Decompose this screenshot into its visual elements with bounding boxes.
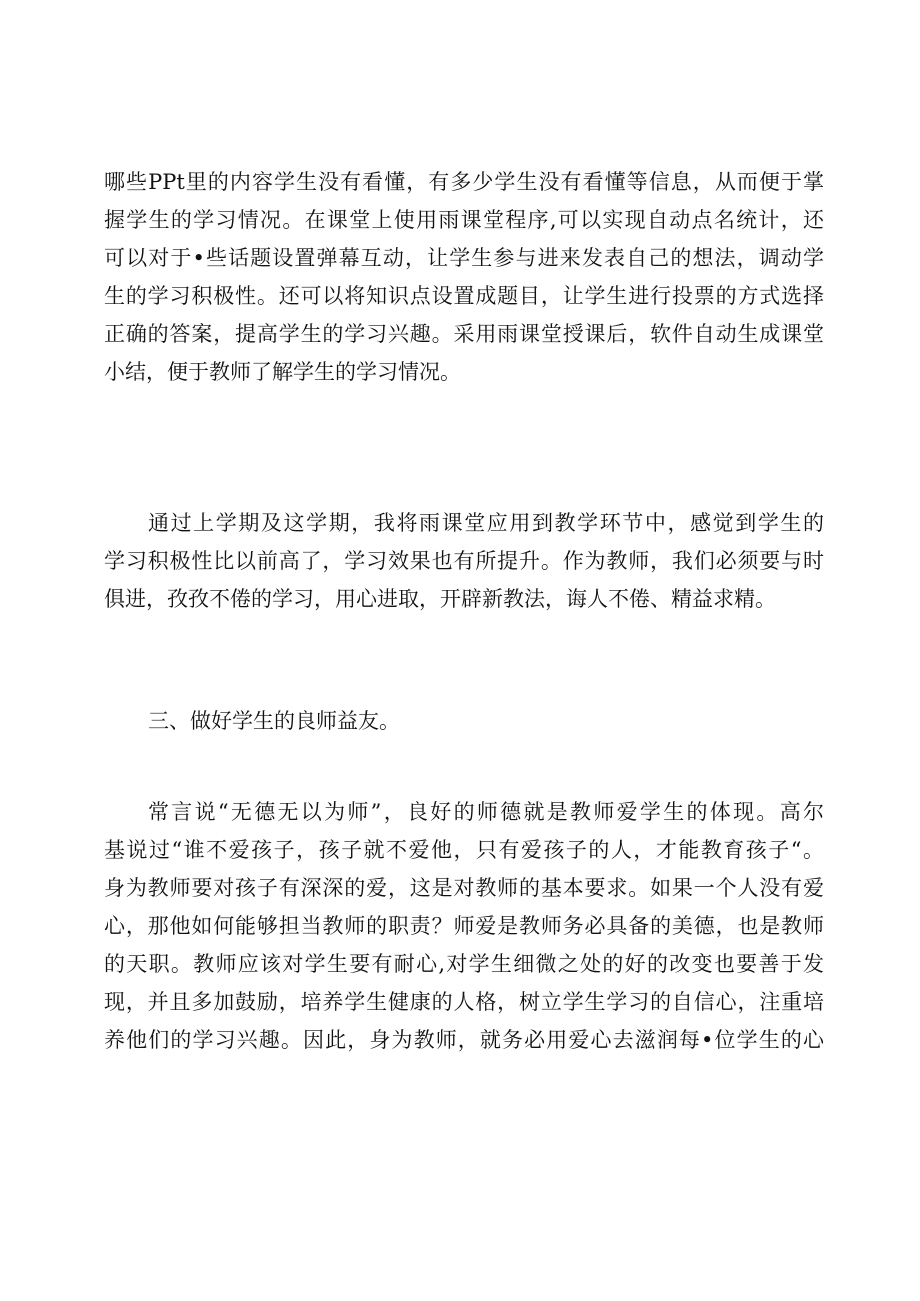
text-line: 通过上学期及这学期，我将雨课堂应用到教学环节中，感觉到学生的 bbox=[148, 511, 824, 535]
text-line: 常言说“无德无以为师”，良好的师德就是教师爱学生的体现。高尔 bbox=[148, 800, 824, 824]
text-line: 身为教师要对孩子有深深的爱，这是对教师的基本要求。如果一个人没有爱 bbox=[104, 876, 824, 900]
text-line: 握学生的学习情况。在课堂上使用雨课堂程序,可以实现自动点名统计，还 bbox=[104, 208, 824, 232]
text-line: 小结，便于教师了解学生的学习情况。 bbox=[104, 360, 461, 384]
text-line: 可以对于•些话题设置弹幕互动，让学生参与进来发表自己的想法，调动学 bbox=[104, 246, 824, 270]
text-line: 基说过“谁不爱孩子，孩子就不爱他，只有爱孩子的人，才能教育孩子“。 bbox=[104, 838, 824, 862]
paragraph-teaching-reflection bbox=[104, 504, 824, 618]
text-line: 学习积极性比以前高了，学习效果也有所提升。作为教师，我们必须要与时 bbox=[104, 549, 824, 573]
paragraph-yuketang-features bbox=[104, 163, 824, 391]
text-line: 现，并且多加鼓励，培养学生健康的人格，树立学生学习的自信心，注重培 bbox=[104, 990, 824, 1014]
text-line: 生的学习积极性。还可以将知识点设置成题目，让学生进行投票的方式选择 bbox=[104, 284, 824, 308]
text-line: 的天职。教师应该对学生要有耐心,对学生细微之处的好的改变也要善于发 bbox=[104, 952, 824, 976]
text-line: 养他们的学习兴趣。因此，身为教师，就务必用爱心去滋润每•位学生的心 bbox=[104, 1028, 824, 1052]
text-line: 心，那他如何能够担当教师的职责？师爱是教师务必具备的美德，也是教师 bbox=[104, 914, 824, 938]
text-line: 俱进，孜孜不倦的学习，用心进取，开辟新教法，诲人不倦、精益求精。 bbox=[104, 587, 776, 611]
section-heading bbox=[104, 702, 824, 740]
heading-text: 三、做好学生的良师益友。 bbox=[148, 709, 400, 733]
text-line: 哪些PPt里的内容学生没有看懂，有多少学生没有看懂等信息，从而便于掌 bbox=[104, 170, 824, 194]
text-line: 正确的答案，提高学生的学习兴趣。采用雨课堂授课后，软件自动生成课堂 bbox=[104, 322, 824, 346]
paragraph-teacher-ethics bbox=[104, 793, 824, 1059]
